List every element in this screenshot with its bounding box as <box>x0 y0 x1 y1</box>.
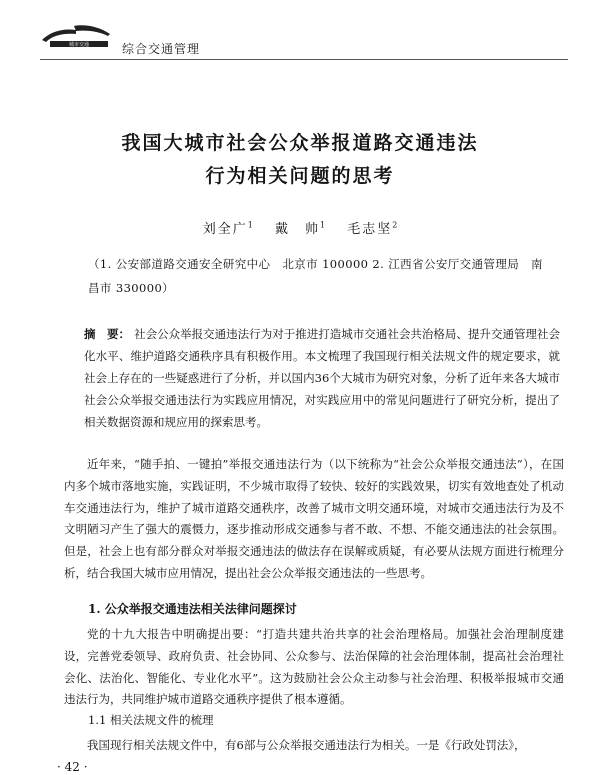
journal-section-label: 综合交通管理 <box>122 42 201 56</box>
author-affiliation-mark: 1 <box>319 220 326 230</box>
author-name: 毛志坚 <box>347 222 393 237</box>
abstract-block <box>84 323 560 433</box>
author-affiliations: （1. 公安部道路交通安全研究中心 北京市 100000 2. 江西省公安厅交通管理局 南昌市 330000） <box>88 257 543 295</box>
body-paragraph: 近年来，“随手拍、一键拍”举报交通违法行为（以下统称为“社会公众举报交通违法”），在国内多个城市落地实施，实践证明，不少城市取得了较快、较好的实践效果，切实有效地查处了机动车交通违法行为，维护了城市道路交通秩序，改善了城市文明交通环境，对城市交通违法行为及不文明陋习产生了强大的震慑力，逐步推动形成交通参与者不敢、不想、不能交通违法的社会氛围。但是，社会上也有部分群众对举报交通违法的做法存在误解或质疑，有必要从法规方面进行梳理分析，结合我国大城市应用情况，提出社会公众举报交通违法的一些思考。 <box>64 457 564 580</box>
subsection-heading: 1.1 相关法规文件的梳理 <box>88 713 214 727</box>
author-affiliation-mark: 2 <box>392 220 398 230</box>
abstract-text: 社会公众举报交通违法行为对于推进打造城市交通社会共治格局、提升交通管理社会化水平、维护道路交通秩序具有积极作用。本文梳理了我国现行相关法规文件的规定要求，就社会上存在的一些疑惑进行了分析，并以国内36个大城市为研究对象，分析了近年来各大城市社会公众举报交通违法行为实践应用情况，对实践应用中的常见问题进行了研究分析，提出了相关数据资源和规应用的探索思考。 <box>84 327 561 429</box>
article-title-line-1: 我国大城市社会公众举报道路交通违法 <box>121 132 479 154</box>
author-list <box>0 218 600 237</box>
article-title-line-2: 行为相关问题的思考 <box>205 165 395 187</box>
logo-text: 城市交通 <box>68 42 90 48</box>
section-heading: 1. 公众举报交通违法相关法律问题探讨 <box>88 602 297 616</box>
author-affiliation-mark: 1 <box>247 220 253 230</box>
abstract-label: 摘 要： <box>84 327 131 341</box>
journal-logo <box>40 22 114 48</box>
body-paragraph: 党的十九大报告中明确提出要：“打造共建共治共享的社会治理格局。加强社会治理制度建设，完善党委领导、政府负责、社会协同、公众参与、法治保障的社会治理体制，提高社会治理社会化、法治化、智能化、专业化水平”。这为鼓励社会公众主动参与社会治理、积极举报城市交通违法行为，共同维护城市道路交通秩序提供了根本遵循。 <box>64 627 564 707</box>
author <box>275 222 325 237</box>
body-paragraph: 我国现行相关法规文件中，有6部与公众举报交通违法行为相关。一是《行政处罚法》， <box>87 738 526 752</box>
header-rule <box>40 59 568 60</box>
author <box>203 222 253 237</box>
page-number: · 42 · <box>57 760 88 774</box>
author-name: 戴 帅 <box>274 222 320 237</box>
author-name: 刘全广 <box>202 222 248 237</box>
author <box>347 222 397 237</box>
